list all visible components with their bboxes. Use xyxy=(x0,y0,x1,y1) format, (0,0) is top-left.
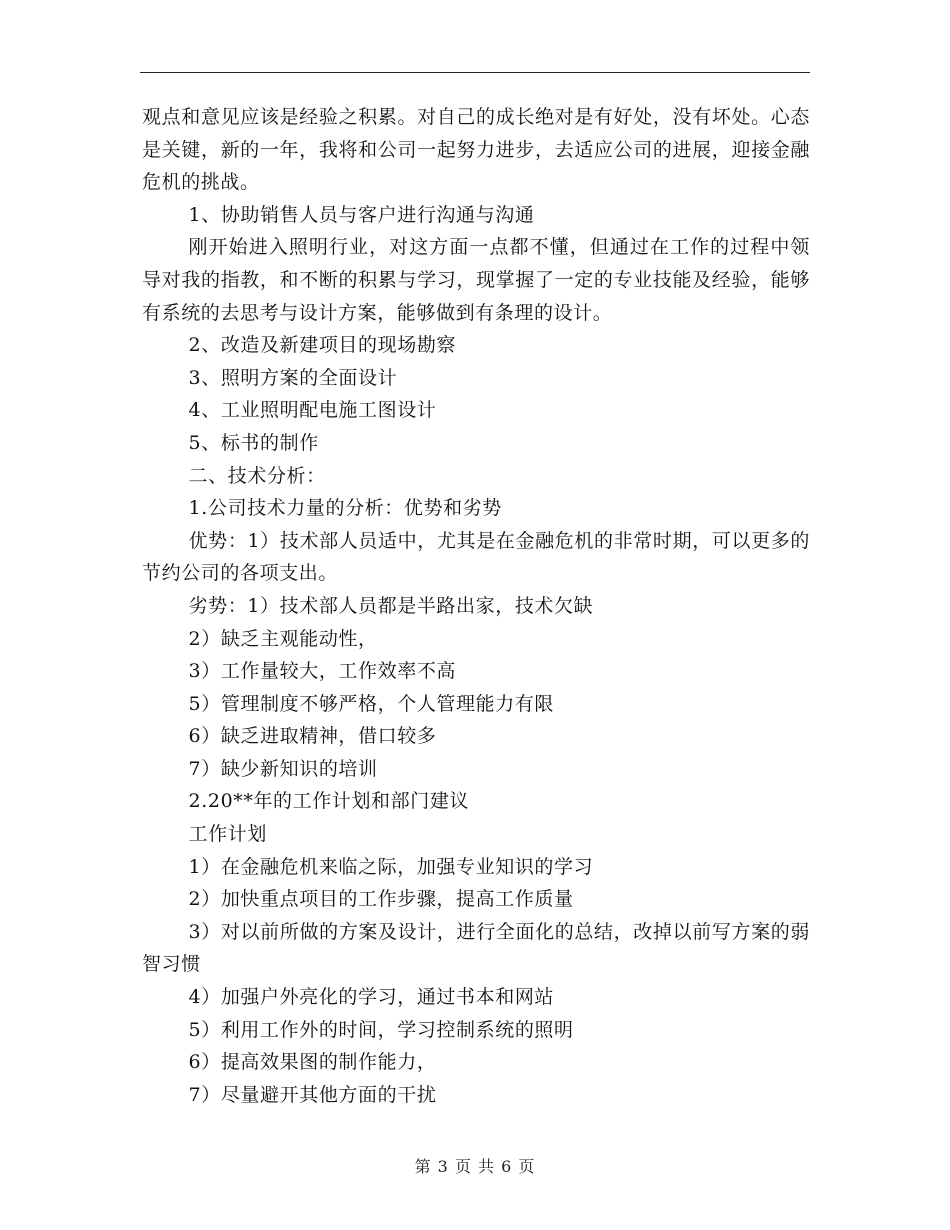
page-footer: 第 3 页 共 6 页 xyxy=(414,1157,536,1176)
paragraph: 二、技术分析： xyxy=(188,464,326,487)
paragraph: 3）工作量较大，工作效率不高 xyxy=(188,660,457,683)
paragraph: 2.20**年的工作计划和部门建议 xyxy=(188,790,470,813)
paragraph: 7）缺少新知识的培训 xyxy=(188,757,378,780)
paragraph: 4、工业照明配电施工图设计 xyxy=(188,399,437,422)
paragraph: 刚开始进入照明行业，对这方面一点都不懂，但通过在工作的过程中领导对我的指教，和不断的积累与学习，现掌握了一定的专业技能及经验，能够有系统的去思考与设计方案，能够做到有条理的设计。 xyxy=(142,236,810,324)
header-rule xyxy=(140,72,810,73)
paragraph: 工作计划 xyxy=(188,823,267,846)
paragraph: 2、改造及新建项目的现场勘察 xyxy=(188,334,457,357)
paragraph: 2）加快重点项目的工作步骤，提高工作质量 xyxy=(188,888,574,911)
document-body xyxy=(142,101,810,1111)
paragraph: 1、协助销售人员与客户进行沟通与沟通 xyxy=(188,203,535,226)
paragraph: 7）尽量避开其他方面的干扰 xyxy=(188,1083,437,1106)
paragraph: 2）缺乏主观能动性， xyxy=(188,627,378,650)
paragraph: 优势：1）技术部人员适中，尤其是在金融危机的非常时期，可以更多的节约公司的各项支出。 xyxy=(142,529,810,585)
paragraph: 3、照明方案的全面设计 xyxy=(188,366,398,389)
paragraph: 5）利用工作外的时间，学习控制系统的照明 xyxy=(188,1018,574,1041)
paragraph: 1.公司技术力量的分析：优势和劣势 xyxy=(188,497,502,520)
paragraph: 1）在金融危机来临之际，加强专业知识的学习 xyxy=(188,855,594,878)
paragraph: 4）加强户外亮化的学习，通过书本和网站 xyxy=(188,986,555,1009)
paragraph: 观点和意见应该是经验之积累。对自己的成长绝对是有好处，没有坏处。心态是关键，新的一年，我将和公司一起努力进步，去适应公司的进展，迎接金融危机的挑战。 xyxy=(142,106,810,194)
paragraph: 5）管理制度不够严格，个人管理能力有限 xyxy=(188,692,555,715)
paragraph: 6）提高效果图的制作能力， xyxy=(188,1051,437,1074)
paragraph: 6）缺乏进取精神，借口较多 xyxy=(188,725,437,748)
paragraph: 3）对以前所做的方案及设计，进行全面化的总结，改掉以前写方案的弱智习惯 xyxy=(142,920,810,976)
paragraph: 劣势：1）技术部人员都是半路出家，技术欠缺 xyxy=(188,594,594,617)
paragraph: 5、标书的制作 xyxy=(188,431,319,454)
